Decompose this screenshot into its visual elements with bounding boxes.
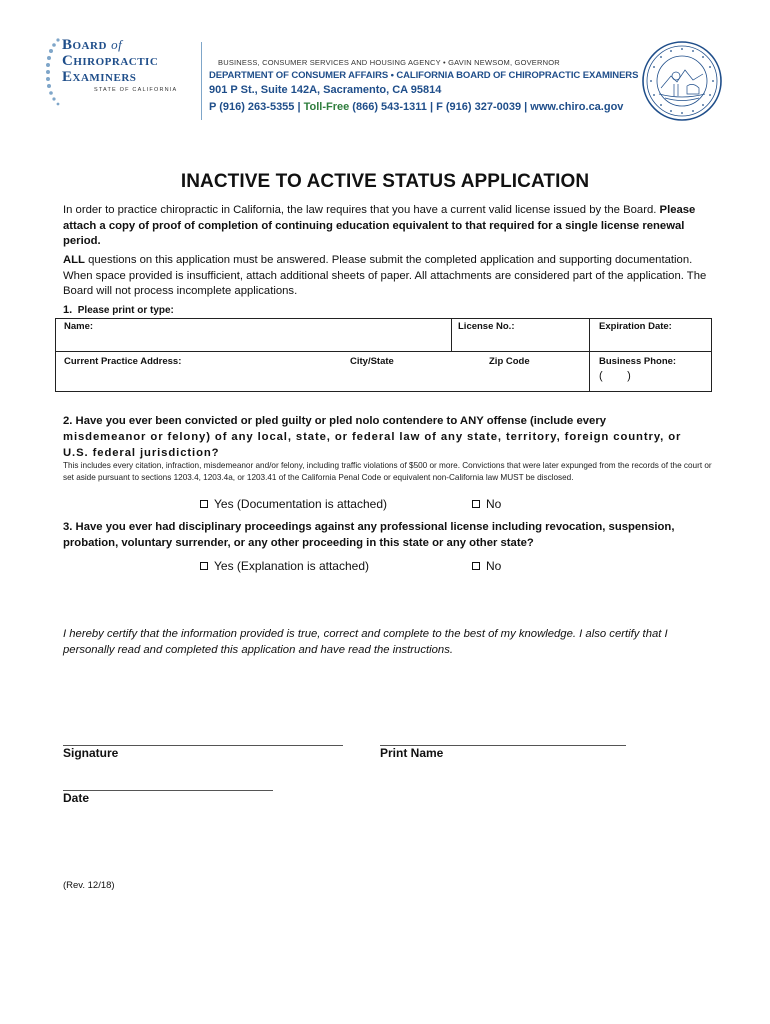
q3-no-checkbox[interactable] <box>472 562 480 570</box>
state-seal-icon <box>641 40 723 122</box>
name-field[interactable]: Name: <box>64 321 94 332</box>
city-state-field[interactable]: City/State <box>350 356 394 367</box>
logo-examiners: Examiners <box>62 69 137 85</box>
logo-chiropractic: Chiropractic <box>62 53 159 69</box>
section-1-label <box>63 304 174 316</box>
certification-statement: I hereby certify that the information provided is true, correct and complete to the best of my knowledge. I also certify that I personally read and completed this application and have read the instructions. <box>63 628 668 656</box>
intro-p2-bold: ALL <box>63 254 85 266</box>
phone-rest: (866) 543-1311 | F (916) 327-0039 | www.chiro.ca.gov <box>349 101 624 113</box>
question-3: 3. Have you ever had disciplinary proceedings against any professional license including revocation, suspension, probation, voluntary surrender, or any other proceeding in this state or any other state? <box>63 521 675 549</box>
q2-yes-checkbox[interactable] <box>200 500 208 508</box>
intro-p1-bold: Please attach a copy of proof of completion of continuing education equivalent to that required for a single license renewal period. <box>63 204 696 247</box>
question-2-line-3: U.S. federal jurisdiction? <box>63 447 220 459</box>
business-phone-field[interactable]: Business Phone: <box>599 356 677 367</box>
signature-label: Signature <box>63 746 119 760</box>
q2-no-checkbox[interactable] <box>472 500 480 508</box>
question-2-line-2: misdemeanor or felony) of any local, state, or federal law of any state, territory, foreign country, or <box>63 431 682 443</box>
date-line[interactable] <box>63 790 273 791</box>
header-divider <box>201 42 202 120</box>
q3-yes-checkbox[interactable] <box>200 562 208 570</box>
agency-line: BUSINESS, CONSUMER SERVICES AND HOUSING AGENCY • GAVIN NEWSOM, GOVERNOR <box>218 58 560 67</box>
q2-yes-label: Yes (Documentation is attached) <box>214 497 387 511</box>
q2-no-label: No <box>486 497 502 511</box>
practice-address-field[interactable]: Current Practice Address: <box>64 356 182 367</box>
logo-of: of <box>111 37 123 52</box>
q2-no-option[interactable] <box>472 497 501 511</box>
applicant-info-grid <box>55 318 712 392</box>
question-2 <box>63 413 723 461</box>
phone-area-code: ( ) <box>599 370 631 382</box>
logo-dots-icon <box>44 36 64 116</box>
q3-no-option[interactable] <box>472 559 501 573</box>
expiration-date-field[interactable]: Expiration Date: <box>599 321 672 332</box>
section-1-instruction: Please print or type: <box>77 305 174 316</box>
logo-state: STATE OF CALIFORNIA <box>94 87 178 93</box>
board-logo <box>44 36 194 116</box>
phone-prefix: P (916) 263-5355 | <box>209 101 304 113</box>
department-line: DEPARTMENT OF CONSUMER AFFAIRS • CALIFORNIA BOARD OF CHIROPRACTIC EXAMINERS <box>209 70 639 81</box>
page-title: INACTIVE TO ACTIVE STATUS APPLICATION <box>180 171 590 192</box>
q3-yes-label: Yes (Explanation is attached) <box>214 559 369 573</box>
intro-paragraph-2 <box>63 253 713 300</box>
tollfree-label: Toll-Free <box>303 101 350 113</box>
intro-p2-text: questions on this application must be answered. Please submit the completed application and supporting documentation. When space provided is insufficient, attach additional sheets of paper. All attachments are considered part of the application. The Board will not process incomplete applications. <box>63 254 707 297</box>
date-label: Date <box>63 791 90 805</box>
revision-note: (Rev. 12/18) <box>63 880 115 891</box>
question-2-fine-print: This includes every citation, infraction, misdemeanor and/or felony, including traffic violations of $500 or more. Convictions that were later expunged from the records of the court or set aside pursuant to sections 1203.4, 1203.4a, or 1203.41 of the California Penal Code or equivalent non-California law MUST be disclosed. <box>63 461 712 482</box>
question-2-line-1: 2. Have you ever been convicted or pled guilty or pled nolo contendere to ANY offense (include every <box>63 415 607 427</box>
zip-code-field[interactable]: Zip Code <box>489 356 530 367</box>
contact-line <box>209 101 623 113</box>
intro-paragraph-1 <box>63 203 713 250</box>
intro-p1-text: In order to practice chiropractic in California, the law requires that you have a current valid license issued by the Board. <box>63 204 660 216</box>
license-number-field[interactable]: License No.: <box>458 321 515 332</box>
logo-board: Board <box>62 37 107 53</box>
print-name-label: Print Name <box>380 746 444 760</box>
q3-yes-option[interactable] <box>200 559 369 573</box>
q2-yes-option[interactable] <box>200 497 387 511</box>
section-1-number: 1. <box>63 304 73 316</box>
q3-no-label: No <box>486 559 502 573</box>
address-line: 901 P St., Suite 142A, Sacramento, CA 95814 <box>209 84 442 96</box>
